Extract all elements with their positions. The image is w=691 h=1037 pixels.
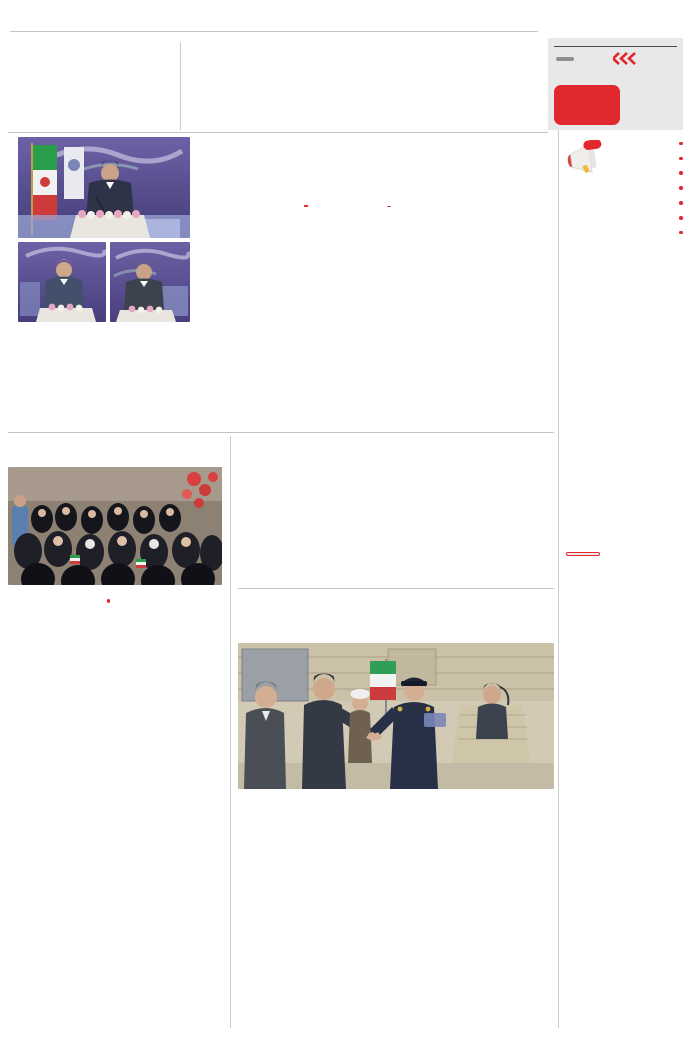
main-article-body (232, 205, 556, 429)
news-brief-item (566, 185, 683, 194)
divider-mid2 (238, 588, 554, 589)
red-bullet-icon (679, 142, 683, 146)
article-hamaseh-continuation (8, 44, 176, 134)
news-badge (566, 552, 600, 556)
article-hamaseh-30-mehr (184, 36, 544, 107)
news-body (566, 569, 683, 977)
divider-mid (8, 432, 554, 433)
sidebar-news-box (566, 545, 683, 1028)
red-bullet-icon (679, 216, 683, 220)
chevrons-left-icon (613, 51, 637, 66)
photo-speaker-podium-left (18, 242, 106, 322)
news-brief-item (566, 140, 683, 149)
news-brief-item (566, 170, 683, 179)
red-bullet-icon (679, 171, 683, 175)
section-badge (556, 57, 574, 61)
divider-left-column (230, 436, 231, 1028)
red-bullet-icon (679, 201, 683, 205)
photo-governor-podium (18, 137, 190, 238)
main-article-body-under-photos (8, 326, 222, 428)
red-bullet-icon (679, 157, 683, 161)
red-bullet-icon (679, 231, 683, 235)
date-line (554, 38, 677, 47)
red-bullet-icon (679, 186, 683, 190)
faraja-article-body (238, 795, 554, 1028)
article-body (184, 41, 544, 107)
news-brief-item (566, 214, 683, 223)
news-brief-item (566, 229, 683, 238)
bridge-article-body (238, 461, 554, 584)
memorial-article-column-right (116, 593, 222, 1027)
memorial-article-column-left (8, 593, 110, 1027)
newspaper-logo (554, 85, 620, 125)
divider-top-vertical (180, 42, 181, 130)
top-rule (10, 31, 538, 32)
news-brief-item (566, 155, 683, 164)
photo-crowd-ceremony (8, 467, 222, 585)
photo-award-ceremony-police (238, 643, 554, 789)
news-brief-item (566, 199, 683, 208)
sidebar-news-briefs (566, 140, 683, 540)
photo-speaker-podium-right (110, 242, 190, 322)
masthead (548, 38, 683, 130)
divider-sidebar (558, 40, 559, 1028)
